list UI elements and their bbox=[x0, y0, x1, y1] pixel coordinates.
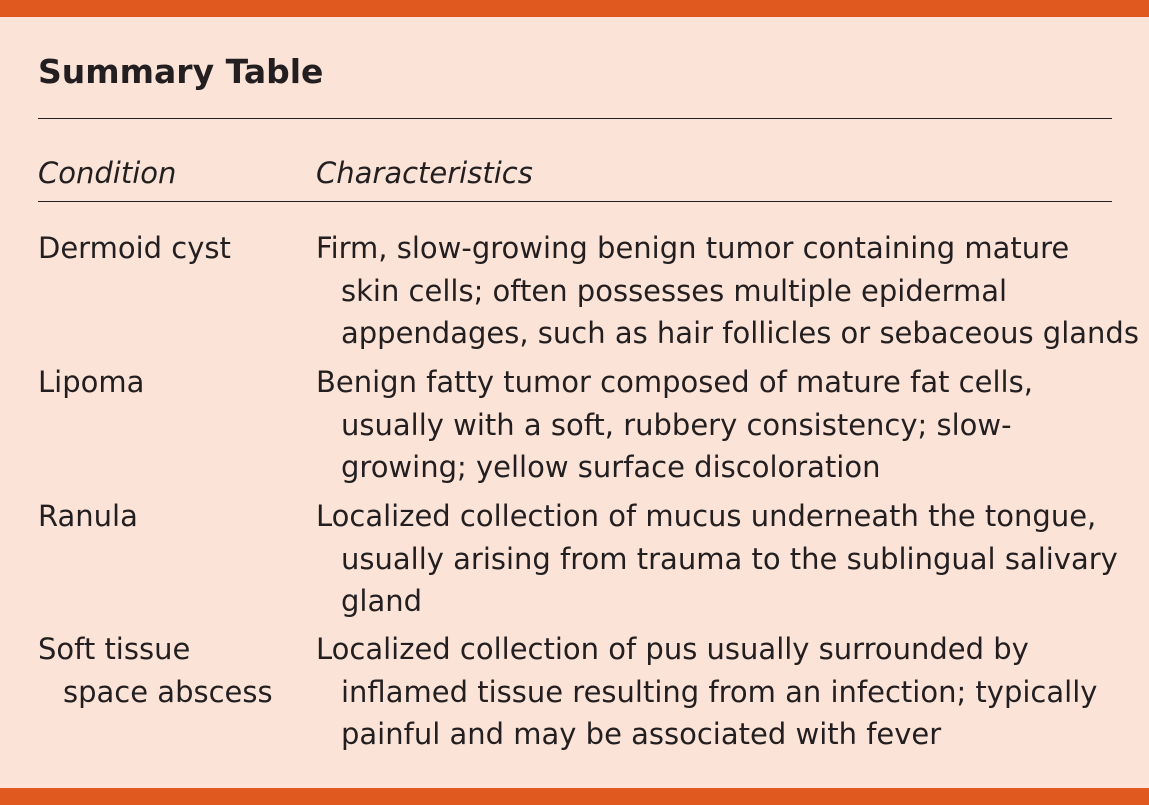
characteristics-line: Localized collection of mucus underneath the tongue, bbox=[316, 499, 1097, 533]
characteristics-line: growing; yellow surface discoloration bbox=[341, 450, 881, 484]
characteristics-line: Firm, slow-growing benign tumor containing mature bbox=[316, 231, 1070, 265]
bottom-accent-bar bbox=[0, 788, 1149, 805]
condition-line: space abscess bbox=[63, 674, 273, 709]
characteristics-line: usually with a soft, rubbery consistency; slow- bbox=[341, 407, 1012, 442]
column-header-condition: Condition bbox=[38, 156, 177, 190]
condition-cell bbox=[38, 227, 231, 270]
table-title: Summary Table bbox=[38, 52, 324, 91]
characteristics-line: skin cells; often possesses multiple epidermal bbox=[341, 273, 1008, 308]
characteristics-cell bbox=[316, 361, 1033, 489]
characteristics-line: inflamed tissue resulting from an infection; typically bbox=[341, 674, 1098, 709]
characteristics-line: painful and may be associated with fever bbox=[341, 717, 942, 751]
characteristics-cell bbox=[316, 495, 1118, 623]
characteristics-line: Localized collection of pus usually surrounded by bbox=[316, 632, 1029, 666]
column-header-characteristics: Characteristics bbox=[316, 156, 533, 190]
condition-line: Soft tissue bbox=[38, 632, 191, 666]
condition-line: Lipoma bbox=[38, 365, 145, 399]
characteristics-cell bbox=[316, 227, 1139, 355]
condition-line: Dermoid cyst bbox=[38, 231, 231, 265]
condition-cell bbox=[38, 495, 138, 538]
condition-line: Ranula bbox=[38, 499, 138, 533]
title-divider bbox=[38, 118, 1112, 119]
condition-cell bbox=[38, 361, 144, 404]
top-accent-bar bbox=[0, 0, 1149, 17]
characteristics-line: gland bbox=[341, 584, 423, 618]
condition-cell bbox=[38, 628, 273, 713]
characteristics-cell bbox=[316, 628, 1097, 756]
characteristics-line: appendages, such as hair follicles or sebaceous glands bbox=[341, 316, 1139, 350]
characteristics-line: Benign fatty tumor composed of mature fat cells, bbox=[316, 365, 1033, 399]
header-divider bbox=[38, 201, 1112, 202]
characteristics-line: usually arising from trauma to the sublingual salivary bbox=[341, 541, 1118, 576]
